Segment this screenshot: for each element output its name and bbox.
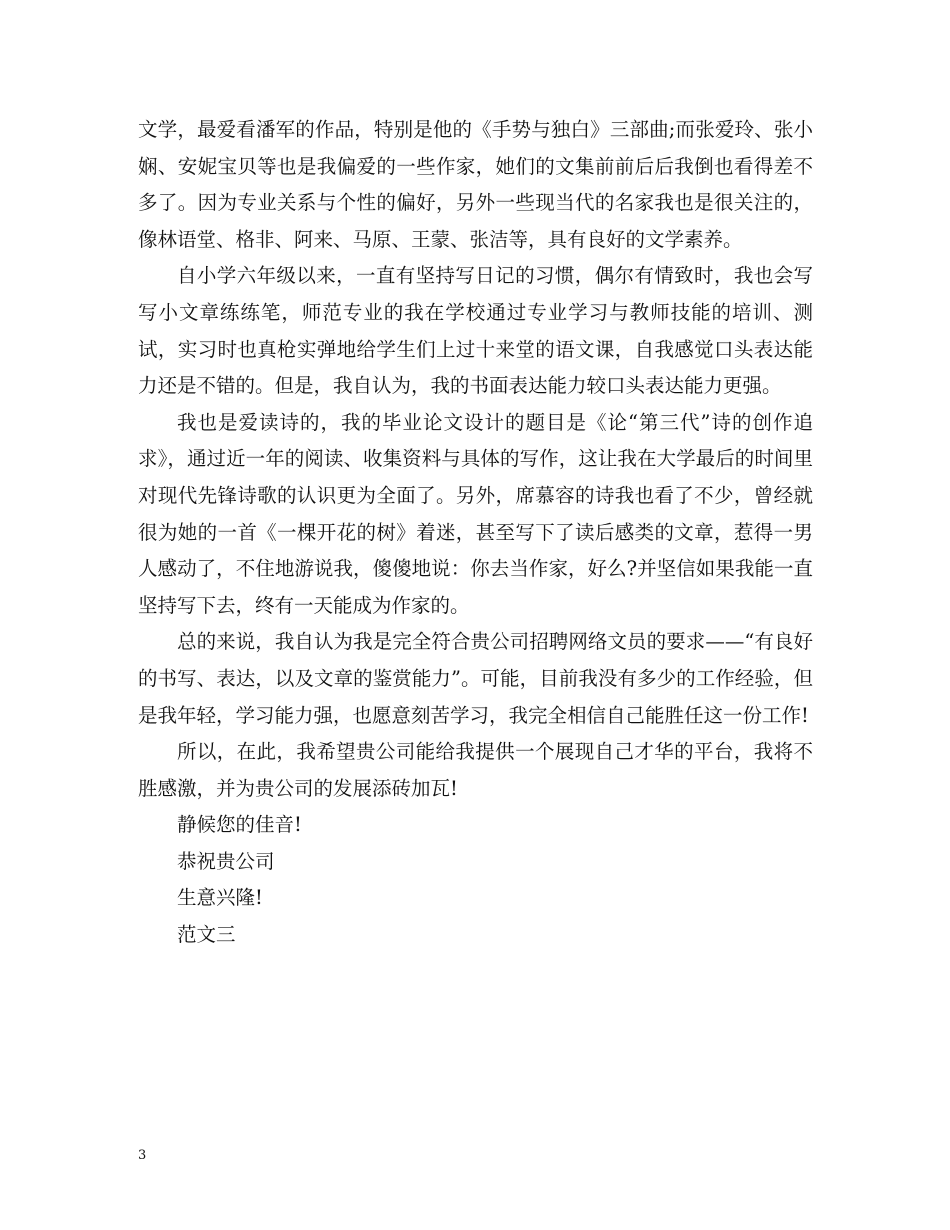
closing-line-await: 静候您的佳音!: [177, 813, 302, 837]
page-number: 3: [138, 1148, 147, 1163]
closing-line-wish: 恭祝贵公司: [177, 849, 275, 873]
paragraph-summary: 总的来说，我自认为我是完全符合贵公司招聘网络文员的要求——“有良好的书写、表达，以及文章的鉴赏能力”。可能，目前我没有多少的工作经验，但是我年轻，学习能力强，也愿意刻苦学习，我完全相信自己能胜任这一份工作!: [138, 630, 813, 727]
closing-line-sample-title: 范文三: [177, 923, 236, 947]
paragraph-writing-habits: 自小学六年级以来，一直有坚持写日记的习惯，偶尔有情致时，我也会写写小文章练练笔，师范专业的我在学校通过专业学习与教师技能的培训、测试，实习时也真枪实弹地给学生们上过十来堂的语文课，自我感觉口头表达能力还是不错的。但是，我自认为，我的书面表达能力较口头表达能力更强。: [138, 264, 813, 398]
paragraph-reading-preferences: 文学，最爱看潘军的作品，特别是他的《手势与独白》三部曲;而张爱玲、张小娴、安妮宝贝等也是我偏爱的一些作家，她们的文集前前后后我倒也看得差不多了。因为专业关系与个性的偏好，另外一些现当代的名家我也是很关注的，像林语堂、格非、阿来、马原、王蒙、张洁等，具有良好的文学素养。: [138, 118, 813, 251]
paragraph-poetry: 我也是爱读诗的，我的毕业论文设计的题目是《论“第三代”诗的创作追求》，通过近一年的阅读、收集资料与具体的写作，这让我在大学最后的时间里对现代先锋诗歌的认识更为全面了。另外，席慕容的诗我也看了不少，曾经就很为她的一首《一棵开花的树》着迷，甚至写下了读后感类的文章，惹得一男人感动了，不住地游说我，傻傻地说：你去当作家，好么?并坚信如果我能一直坚持写下去，终有一天能成为作家的。: [138, 410, 813, 617]
paragraph-request: 所以，在此，我希望贵公司能给我提供一个展现自己才华的平台，我将不胜感激，并为贵公司的发展添砖加瓦!: [138, 740, 813, 800]
document-body: [138, 112, 813, 954]
closing-line-prosperity: 生意兴隆!: [177, 886, 263, 910]
